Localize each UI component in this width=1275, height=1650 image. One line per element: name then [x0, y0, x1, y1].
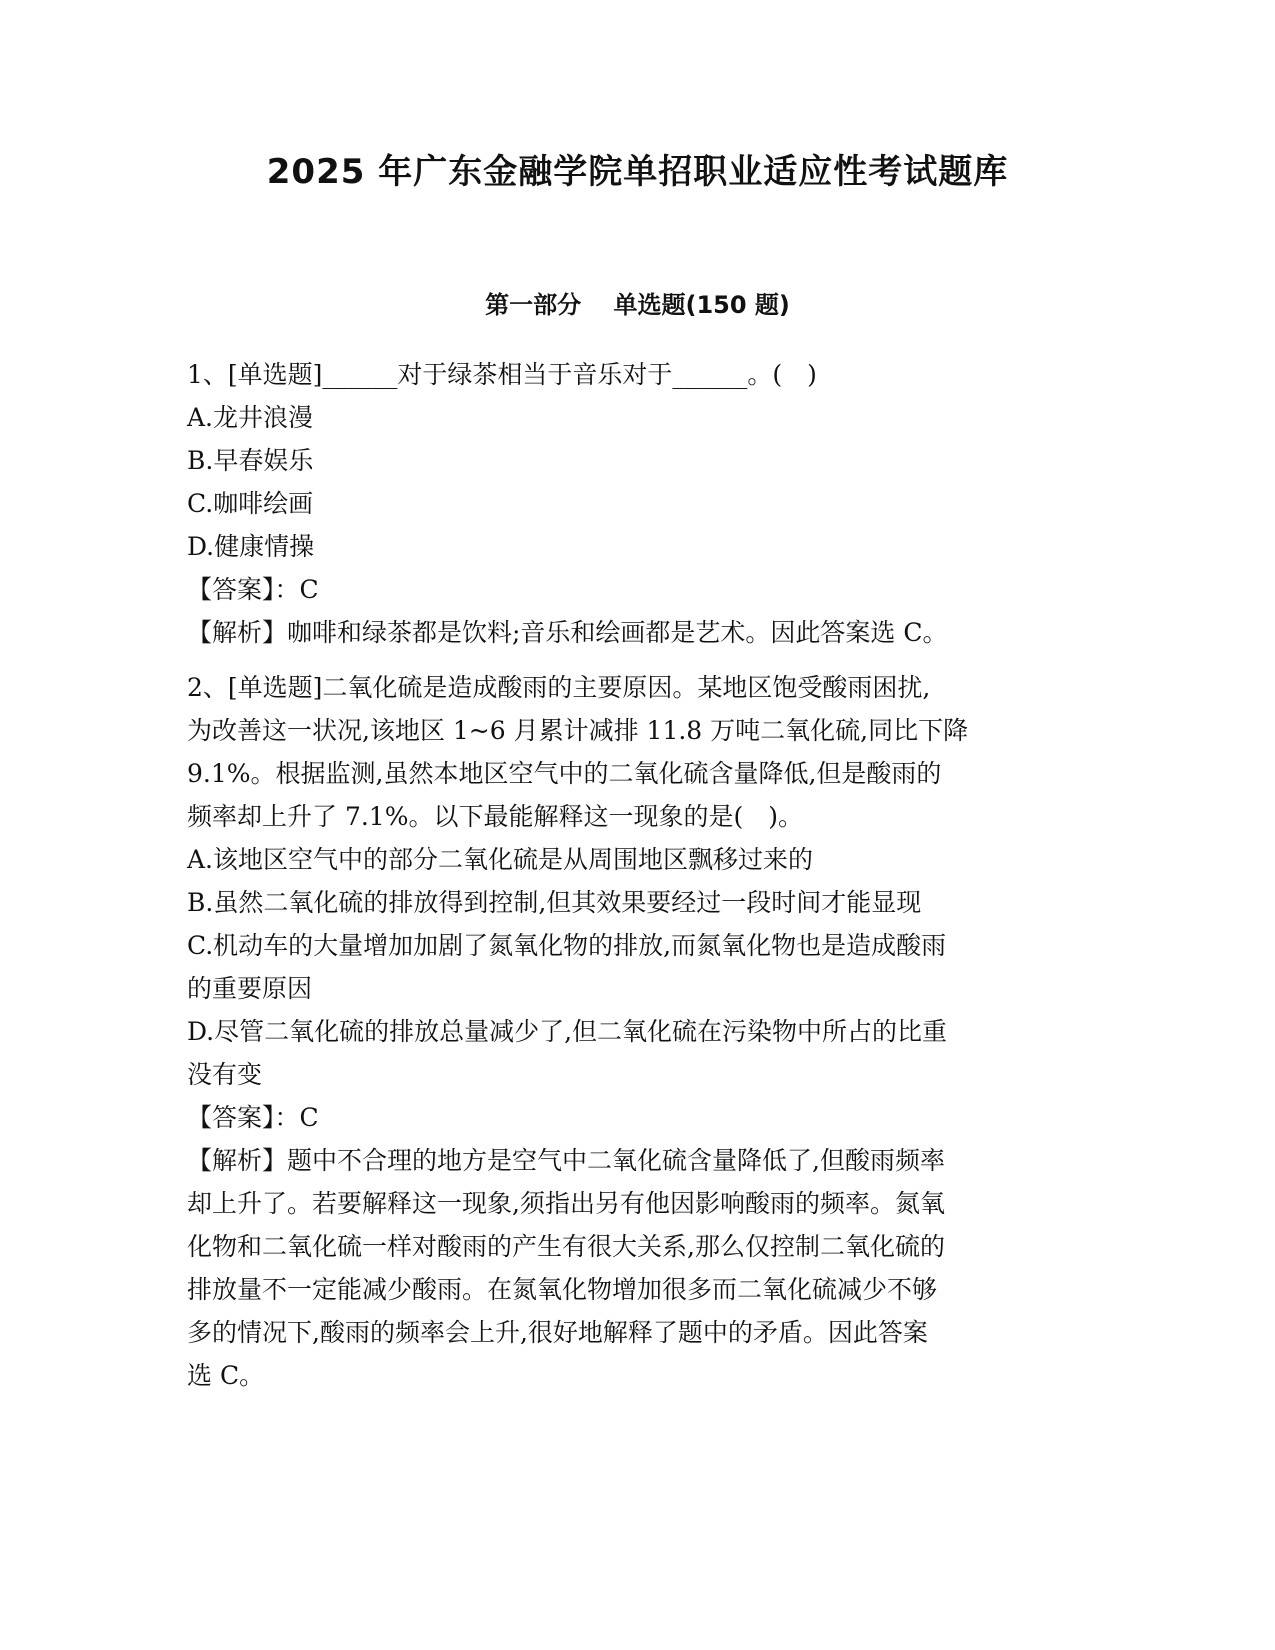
document-title: 2025 年广东金融学院单招职业适应性考试题库: [266, 152, 1009, 192]
analysis-line: 却上升了。若要解释这一现象,须指出另有他因影响酸雨的频率。氮氧: [187, 1189, 945, 1218]
option-a: A.龙井浪漫: [187, 403, 314, 432]
question-stem: 频率却上升了 7.1%。以下最能解释这一现象的是( )。: [187, 802, 803, 831]
answer-line: 【答案】：C: [187, 575, 319, 604]
analysis-line: 排放量不一定能减少酸雨。在氮氧化物增加很多而二氧化硫减少不够: [187, 1275, 938, 1304]
option-b: B.虽然二氧化硫的排放得到控制,但其效果要经过一段时间才能显现: [187, 888, 922, 917]
analysis-line: 多的情况下,酸雨的频率会上升,很好地解释了题中的矛盾。因此答案: [187, 1318, 928, 1347]
question-stem: 2、[单选题]二氧化硫是造成酸雨的主要原因。某地区饱受酸雨困扰,: [187, 673, 931, 702]
answer-line: 【答案】：C: [187, 1103, 319, 1132]
question-2: [187, 666, 1077, 1397]
option-d: D.健康情操: [187, 532, 315, 561]
analysis-line: 【解析】咖啡和绿茶都是饮料;音乐和绘画都是艺术。因此答案选 C。: [187, 618, 948, 647]
question-list: [187, 353, 1077, 1397]
option-c: C.咖啡绘画: [187, 489, 314, 518]
question-stem: 1、[单选题]______对于绿茶相当于音乐对于______。( ): [187, 360, 817, 389]
question-stem: 9.1%。根据监测,虽然本地区空气中的二氧化硫含量降低,但是酸雨的: [187, 759, 942, 788]
analysis-line: 【解析】题中不合理的地方是空气中二氧化硫含量降低了,但酸雨频率: [187, 1146, 945, 1175]
option-a: A.该地区空气中的部分二氧化硫是从周围地区飘移过来的: [187, 845, 814, 874]
analysis-line: 化物和二氧化硫一样对酸雨的产生有很大关系,那么仅控制二氧化硫的: [187, 1232, 945, 1261]
option-c: C.机动车的大量增加加剧了氮氧化物的排放,而氮氧化物也是造成酸雨: [187, 931, 947, 960]
option-b: B.早春娱乐: [187, 446, 314, 475]
question-1: [187, 353, 1077, 654]
analysis-line: 选 C。: [187, 1361, 265, 1390]
question-spacer: [187, 654, 1077, 666]
option-d: D.尽管二氧化硫的排放总量减少了,但二氧化硫在污染物中所占的比重: [187, 1017, 948, 1046]
question-stem: 为改善这一状况,该地区 1~6 月累计减排 11.8 万吨二氧化硫,同比下降: [187, 716, 969, 745]
section-title: 第一部分 单选题(150 题): [485, 291, 790, 319]
option-d-continued: 没有变: [187, 1060, 263, 1089]
option-c-continued: 的重要原因: [187, 974, 313, 1003]
